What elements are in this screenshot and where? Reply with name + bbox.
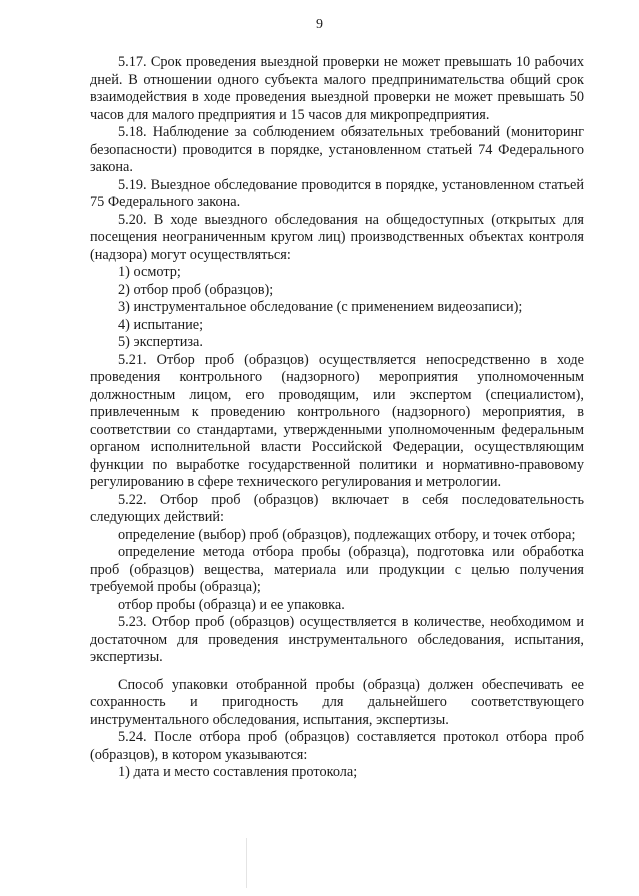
page-number: 9 [316,17,323,32]
list-item-sampling: 2) отбор проб (образцов); [118,281,274,298]
paragraph-5-19: 5.19. Выездное обследование проводится в порядке, установленном статьей 75 Федерального закона. [90,176,584,210]
paragraph-step-packing: отбор пробы (образца) и ее упаковка. [118,596,345,613]
paragraph-packing-method: Способ упаковки отобранной пробы (образца) должен обеспечивать ее сохранность и пригодность для дальнейшего соответствующего инструментального обследования, испытания, экспертизы. [90,676,584,728]
list-item-testing: 4) испытание; [118,316,204,333]
scan-artifact-line [246,838,247,888]
list-item-protocol-date: 1) дата и место составления протокола; [118,764,358,780]
paragraph-5-21: 5.21. Отбор проб (образцов) осуществляется непосредственно в ходе проведения контрольного (надзорного) мероприятия уполномоченным должностным лицом, его проводящим, или экспертом (специалистом), привлеченным к проведению контрольного (надзорного) мероприятия, в соответствии со стандартами, утвержденными уполномоченным федеральным органом исполнительной власти Российской Федерации, осуществляющим функции по выработке государственной политики и нормативно-правовому регулированию в сфере технического регулирования и метрологии. [90,351,584,490]
paragraph-5-17: 5.17. Срок проведения выездной проверки не может превышать 10 рабочих дней. В отношении одного субъекта малого предпринимательства общий срок взаимодействия в ходе проведения выездной проверки не может превышать 50 часов для малого предприятия и 15 часов для микропредприятия. [90,54,584,123]
paragraph-step-selection: определение (выбор) проб (образцов), подлежащих отбору, и точек отбора; [118,526,576,543]
document-body [90,54,584,782]
paragraph-5-20: 5.20. В ходе выездного обследования на общедоступных (открытых для посещения неограниченным кругом лиц) производственных объектах контроля (надзора) могут осуществляться: [90,211,584,263]
list-item-inspection: 1) осмотр; [118,264,181,280]
list-item-instrumental-survey: 3) инструментальное обследование (с применением видеозаписи); [118,299,523,315]
list-item-expertise: 5) экспертиза. [118,334,203,350]
paragraph-5-18: 5.18. Наблюдение за соблюдением обязательных требований (мониторинг безопасности) проводится в порядке, установленном статьей 74 Федерального закона. [90,124,584,175]
paragraph-step-method: определение метода отбора пробы (образца), подготовка или обработка проб (образцов) вещества, материала или продукции с целью получения требуемой пробы (образца); [90,544,584,595]
paragraph-5-23: 5.23. Отбор проб (образцов) осуществляется в количестве, необходимом и достаточном для проведения инструментального обследования, испытания, экспертизы. [90,614,584,665]
paragraph-5-24: 5.24. После отбора проб (образцов) составляется протокол отбора проб (образцов), в котором указываются: [90,729,584,763]
paragraph-5-22: 5.22. Отбор проб (образцов) включает в себя последовательность следующих действий: [90,491,584,525]
